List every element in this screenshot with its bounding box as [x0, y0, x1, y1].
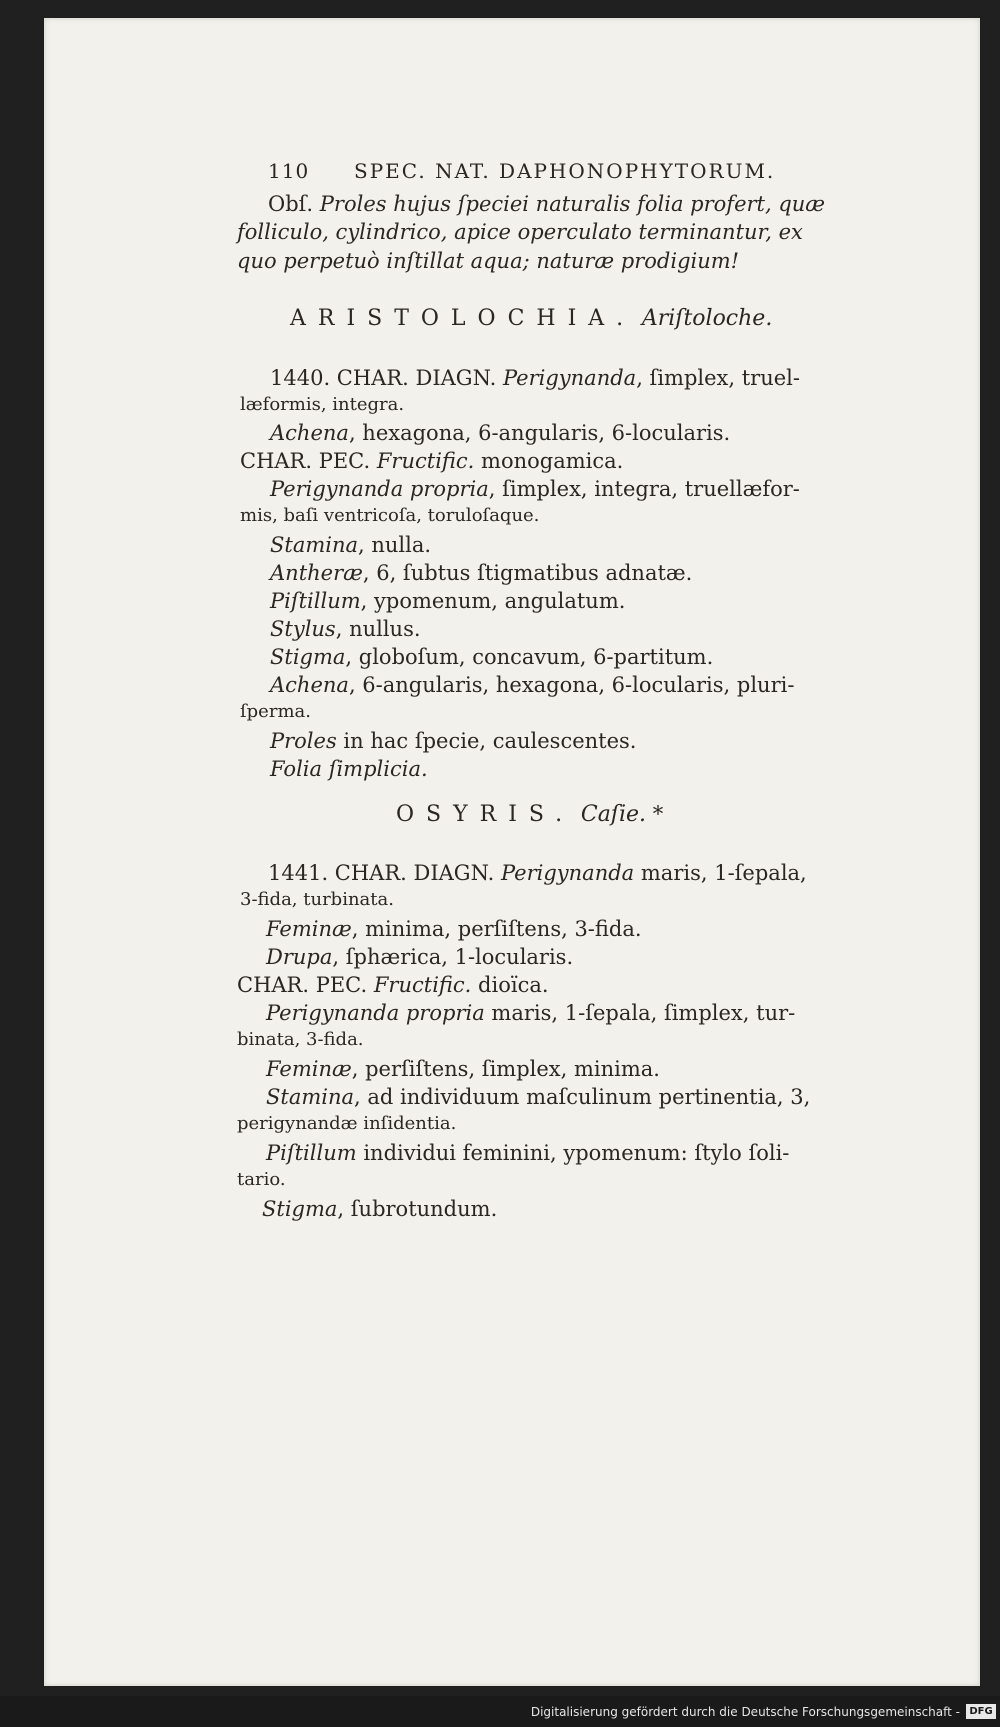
text: , nullus.: [335, 617, 421, 641]
species-1440-diagnosis: [270, 368, 800, 389]
text-line: [237, 975, 549, 996]
text: dioïca.: [478, 973, 549, 997]
term: Feminæ: [266, 1057, 352, 1081]
text-line: [270, 619, 421, 640]
text: , minima, perſiſtens, 3-fida.: [351, 917, 642, 941]
text: , ypomenum, angulatum.: [360, 589, 626, 613]
text: , 6, ſubtus ſtigmatibus adnatæ.: [362, 561, 693, 585]
text: maris, 1-ſepala,: [640, 861, 807, 885]
term: Stylus: [270, 617, 336, 641]
text-line: perigynandæ inſidentia.: [237, 1113, 457, 1134]
text-line: [262, 1199, 497, 1220]
text-line: [270, 647, 713, 668]
term: Proles: [270, 729, 337, 753]
text-line: Folia ſimplicia.: [270, 757, 428, 781]
text-line: ſperma.: [240, 701, 311, 722]
text-line: tario.: [237, 1169, 286, 1190]
term: Perigynanda propria: [266, 1001, 485, 1025]
text-line: læformis, integra.: [240, 394, 405, 415]
term: Perigynanda: [500, 861, 635, 885]
page-number: 110: [268, 159, 310, 183]
text: maris, 1-ſepala, ſimplex, tur-: [491, 1001, 796, 1025]
genus-heading-osyris: [396, 804, 663, 826]
text: , ſimplex, truel-: [636, 366, 800, 390]
term: Perigynanda: [502, 366, 637, 390]
text-line: [270, 423, 730, 444]
text-line: binata, 3-fida.: [237, 1029, 364, 1050]
term: Piſtillum: [266, 1141, 357, 1165]
text-line: [270, 563, 692, 584]
term: Fructific.: [373, 973, 472, 997]
text: , ſubrotundum.: [337, 1197, 498, 1221]
term: Piſtillum: [270, 589, 361, 613]
diagnosis-label: 1441. CHAR. DIAGN.: [268, 861, 495, 885]
char-label: CHAR. PEC.: [237, 973, 368, 997]
term: Feminæ: [266, 917, 352, 941]
species-1441-diagnosis: [268, 863, 807, 884]
term: Achena: [270, 421, 349, 445]
term: Drupa: [266, 945, 333, 969]
text: monogamica.: [481, 449, 624, 473]
diagnosis-label: 1440. CHAR. DIAGN.: [270, 366, 497, 390]
book-page: [44, 18, 980, 1686]
text: , ad individuum maſculinum pertinentia, 3,: [354, 1085, 811, 1109]
genus-heading-aristolochia: [290, 308, 772, 330]
text: , ſphærica, 1-locularis.: [332, 945, 574, 969]
text: in hac ſpecie, caulescentes.: [343, 729, 637, 753]
char-label: CHAR. PEC.: [240, 449, 371, 473]
text: , hexagona, 6-angularis, 6-locularis.: [348, 421, 731, 445]
text-line: [266, 1087, 810, 1108]
text-line: [240, 451, 623, 472]
genus-name: OSYRIS.: [396, 802, 575, 827]
term: Antheræ: [270, 561, 363, 585]
obs-line-2: folliculo, cylindrico, apice operculato terminantur, ex: [237, 220, 803, 244]
term: Stigma: [270, 645, 346, 669]
text-line: [270, 731, 636, 752]
text-line: [270, 675, 794, 696]
text: , 6-angularis, hexagona, 6-locularis, pluri-: [348, 673, 795, 697]
text: , globoſum, concavum, 6-partitum.: [345, 645, 714, 669]
obs-text-1: Proles hujus ſpeciei naturalis folia profert, quæ: [319, 192, 826, 216]
text: individui feminini, ypomenum: ſtylo ſoli-: [363, 1141, 790, 1165]
text-line: [266, 1059, 660, 1080]
term: Stamina: [266, 1085, 355, 1109]
dfg-logo-badge: DFG: [966, 1704, 996, 1719]
text-line: [266, 1143, 789, 1164]
genus-name: ARISTOLOCHIA.: [290, 306, 636, 331]
text-line: 3-fida, turbinata.: [240, 889, 394, 910]
text: , nulla.: [358, 533, 432, 557]
footer-credit: Digitalisierung gefördert durch die Deutsche Forschungsgemeinschaft -: [530, 1705, 960, 1719]
text-line: mis, baſi ventricoſa, toruloſaque.: [240, 505, 540, 526]
obs-line-1: [268, 194, 825, 215]
term: Perigynanda propria: [270, 477, 489, 501]
vernacular-name: Caſie.: [580, 802, 646, 827]
term: Fructific.: [376, 449, 475, 473]
obs-line-3: quo perpetuò inſtillat aqua; naturæ prodigium!: [237, 249, 740, 273]
term: Stamina: [270, 533, 359, 557]
vernacular-name: Ariſtoloche.: [641, 306, 773, 331]
asterisk-mark: *: [652, 802, 664, 826]
text: , perſiſtens, ſimplex, minima.: [351, 1057, 660, 1081]
text-line: [266, 1003, 795, 1024]
term: Stigma: [262, 1197, 338, 1221]
text-line: [270, 591, 625, 612]
digitization-footer: [0, 1696, 1000, 1727]
obs-label: Obſ.: [268, 192, 314, 216]
text: , ſimplex, integra, truellæfor-: [488, 477, 800, 501]
text-line: [266, 947, 573, 968]
term: Achena: [270, 673, 349, 697]
text-line: [270, 479, 800, 500]
text-line: [270, 535, 431, 556]
running-title: SPEC. NAT. DAPHONOPHYTORUM.: [354, 159, 776, 183]
text-line: [266, 919, 642, 940]
